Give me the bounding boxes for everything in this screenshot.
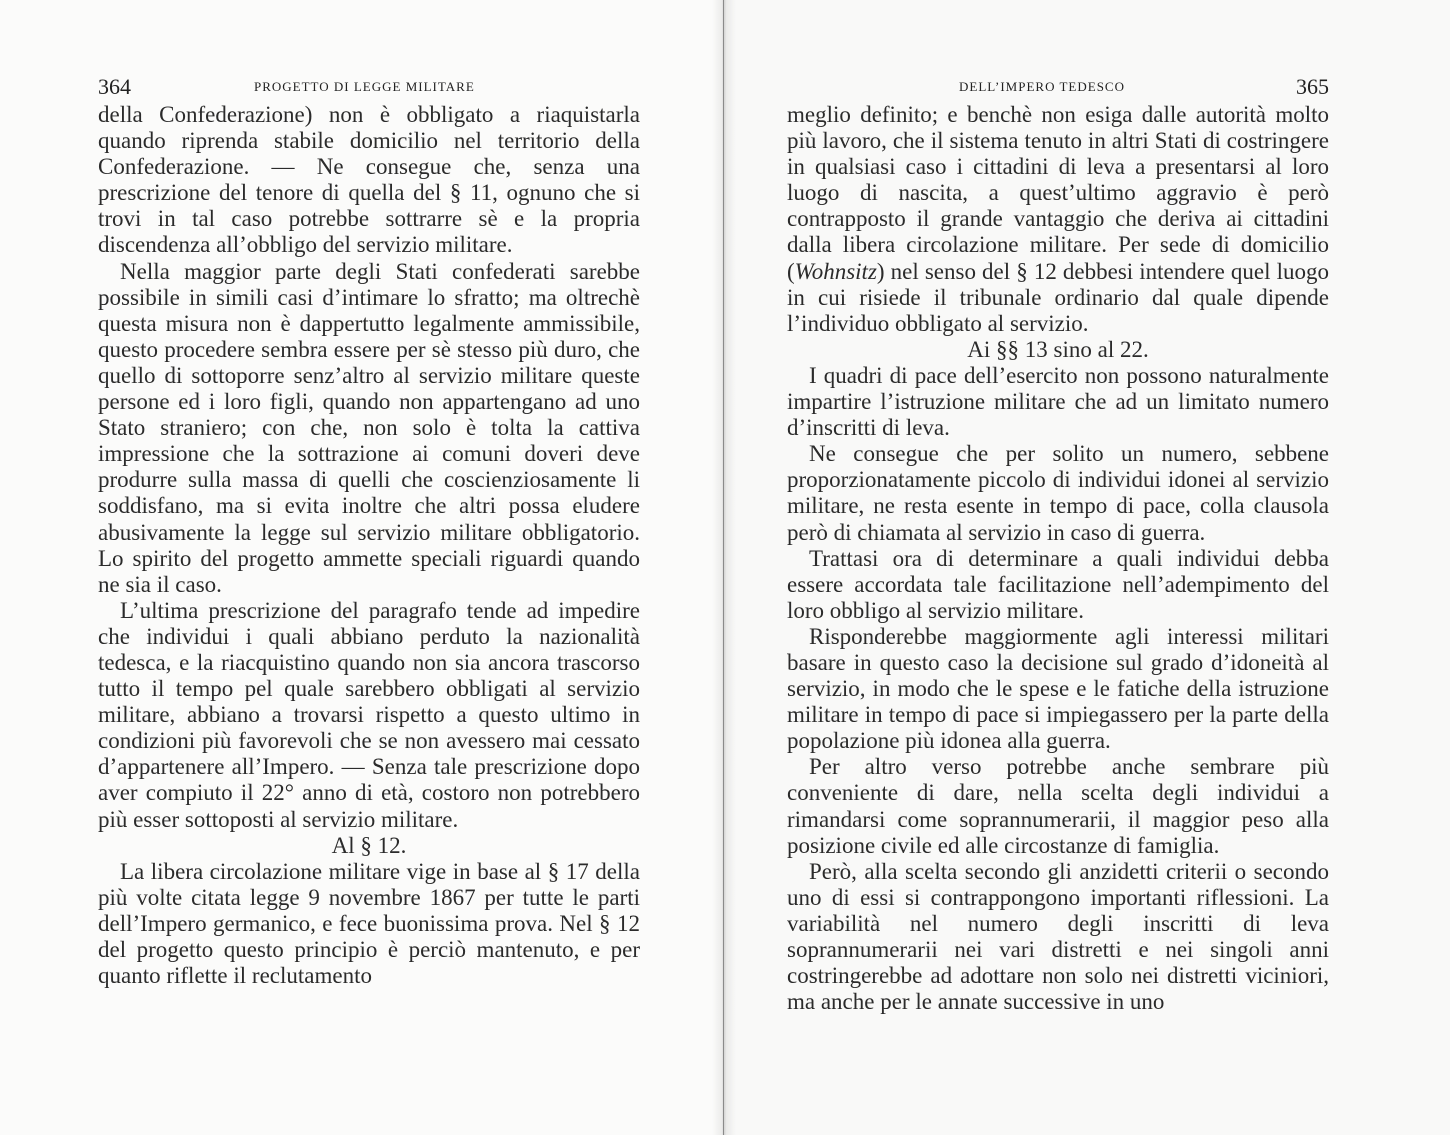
- right-paragraph-1-text-a: meglio definito; e benchè non esiga dalle autorità molto più lavoro, che il sistema tenuto in altri Stati di costringere in qualsiasi caso i cittadini di leva a presentarsi al loro luogo di nascita, a quest’ultimo aggravio è però contrapposto il grande vantaggio che deriva ai cittadini dalla libera circolazione militare. Per sede di domicilio (: [787, 102, 1329, 284]
- right-paragraph-7: Però, alla scelta secondo gli anzidetti criterii o secondo uno di essi si contrappongono importanti riflessioni. La variabilità nel numero degli inscritti di leva soprannumerarii nei vari distretti e nei singoli anni costringerebbe ad adottare non solo nei distretti viciniori, ma anche per le annate successive in uno: [787, 858, 1329, 1015]
- book-gutter-line: [723, 0, 724, 1135]
- left-paragraph-2: Nella maggior parte degli Stati confederati sarebbe possibile in simili casi d’intimare lo sfratto; ma oltrechè questa misura non è dappertutto legalmente ammissibile, questo procedere sembra essere per sè stesso più duro, che quello di sottoporre senz’altro al servizio militare queste persone ed i loro figli, quando non appartengano ad uno Stato straniero; con che, non solo è tolta la cattiva impressione che la sottrazione ai comuni doveri deve produrre sulla massa di quelli che coscienziosamente li soddisfano, ma si evita inoltre che altri possa eludere abusivamente la legge sul servizio militare obbligatorio. Lo spirito del progetto ammette speciali riguardi quando ne sia il caso.: [98, 258, 640, 597]
- right-paragraph-3: Ne consegue che per solito un numero, sebbene proporzionatamente piccolo di individui idonei al servizio militare, ne resta esente in tempo di pace, colla clausola però di chiamata al servizio in caso di guerra.: [787, 441, 1329, 545]
- right-section-heading: Ai §§ 13 sino al 22.: [967, 336, 1149, 362]
- left-running-title: PROGETTO DI LEGGE MILITARE: [254, 79, 475, 94]
- right-page-header: [787, 74, 1329, 100]
- left-paragraph-3: L’ultima prescrizione del paragrafo tende ad impedire che individui i quali abbiano perduto la nazionalità tedesca, e la riacquistino quando non sia ancora trascorso tutto il tempo pel quale sarebbero obbligati al servizio militare, abbiano a trovarsi rispetto a questo ultimo in condizioni più favorevoli che se non avessero mai cessato d’appartenere all’Impero. — Senza tale prescrizione dopo aver compiuto il 22° anno di età, costoro non potrebbero più esser sottoposti al servizio militare.: [98, 597, 640, 832]
- left-page-body: [98, 102, 640, 989]
- right-page-number: 365: [1296, 74, 1329, 99]
- right-paragraph-2: I quadri di pace dell’esercito non possono naturalmente impartire l’istruzione militare che ad un limitato numero d’inscritti di leva.: [787, 362, 1329, 441]
- left-page-header: [98, 74, 638, 100]
- right-page: [725, 0, 1450, 1135]
- right-page-body: [787, 102, 1329, 1015]
- right-paragraph-1: [787, 102, 1329, 337]
- left-paragraph-1: della Confederazione) non è obbligato a riaquistarla quando riprenda stabile domicilio nel territorio della Confederazione. — Ne consegue che, senza una prescrizione del tenore di quella del § 11, ognuno che si trovi in tal caso potrebbe sottrarre sè e la propria discendenza all’obbligo del servizio militare.: [98, 102, 640, 258]
- left-page-number: 364: [98, 74, 131, 99]
- right-paragraph-1-italic-term: Wohnsitz: [794, 258, 877, 284]
- right-paragraph-4: Trattasi ora di determinare a quali individui debba essere accordata tale facilitazione nell’adempimento del loro obbligo al servizio militare.: [787, 545, 1329, 623]
- book-gutter-shadow: [712, 0, 736, 1135]
- right-paragraph-6: Per altro verso potrebbe anche sembrare più conveniente di dare, nella scelta degli individui a rimandarsi come soprannumerarii, il maggior peso alla posizione civile ed alle circostanze di famiglia.: [787, 754, 1329, 858]
- right-running-title: DELL’IMPERO TEDESCO: [959, 79, 1125, 94]
- right-paragraph-1-text-b: ) nel senso del § 12 debbesi intendere quel luogo in cui risiede il tribunale ordinario dal quale dipende l’individuo obbligato al servizio.: [787, 258, 1329, 336]
- left-section-heading: Al § 12.: [331, 832, 407, 858]
- right-paragraph-5: Risponderebbe maggiormente agli interessi militari basare in questo caso la decisione sul grado d’idoneità al servizio, in modo che le spese e le fatiche della istruzione militare in tempo di pace si impiegassero per la parte della popolazione più idonea alla guerra.: [787, 623, 1329, 754]
- left-paragraph-4: La libera circolazione militare vige in base al § 17 della più volte citata legge 9 novembre 1867 per tutte le parti dell’Impero germanico, e fece buonissima prova. Nel § 12 del progetto questo principio è perciò mantenuto, e per quanto riflette il reclutamento: [98, 858, 640, 989]
